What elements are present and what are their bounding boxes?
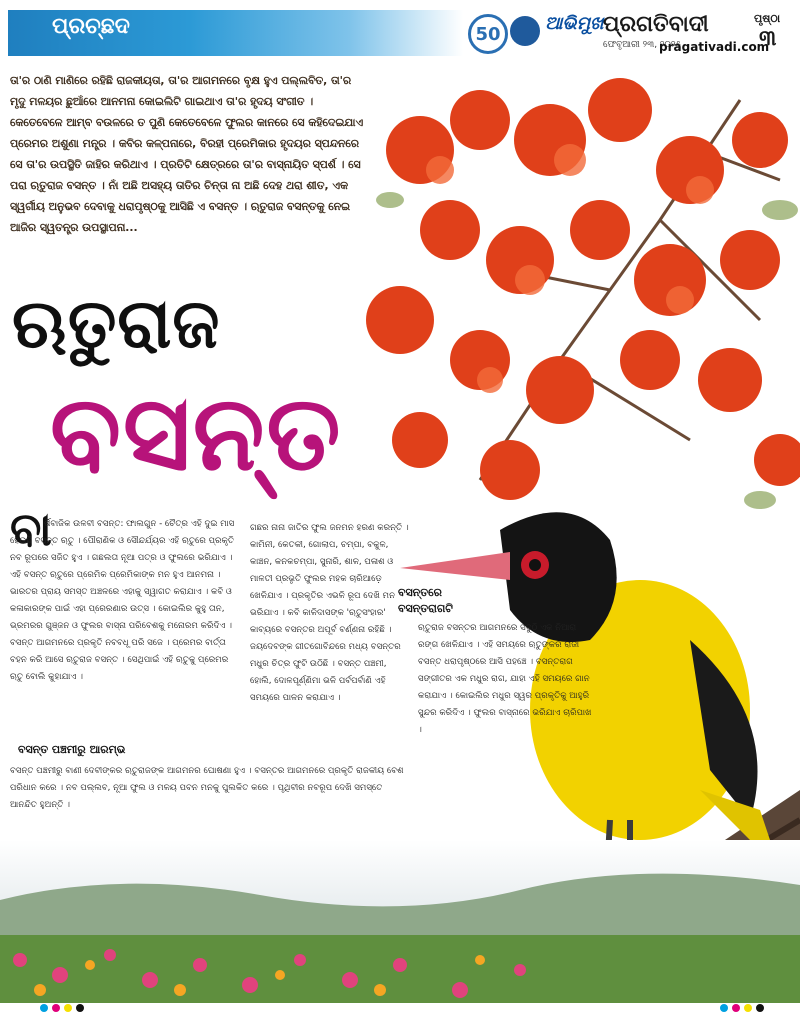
- headline-line-2: ବସନ୍ତ: [50, 372, 343, 494]
- intro-paragraph: ତା'ର ଠାଣି ମାଣିରେ ରହିଛି ରାଜକୀୟତା, ତା'ର ଆଗମନରେ ବୃକ୍ଷ ହୁଏ ପଲ୍ଲବିତ, ତା'ର ମୃଦୁ ମଳୟର ଛୁଆଁରେ ଆନମନା କୋଇଲିଟି ଗାଇଥାଏ ତା'ର ହୃଦୟ ସଂଗୀତ । କେତେବେଳେ ଆମ୍ବ ବଉଳରେ ତ ପୁଣି କେତେବେଳେ ଫୁଲର କାନରେ ସେ କହିଦେଇଯାଏ ପ୍ରେମର ଅଶୁଣା ମନ୍ତ୍ର । କବିର କଳ୍ପନାରେ, ବିରହୀ ପ୍ରେମିକାର ହୃଦୟର ସ୍ପନ୍ଦନରେ ସେ ତା'ର ଉପସ୍ଥିତି ଜାହିର କରିଥାଏ । ପ୍ରତିଟି କ୍ଷେତ୍ରରେ ତା'ର ବାସ୍ନାୟିତ ସ୍ପର୍ଶ । ସେ ପରା ଋତୁରାଜ ବସନ୍ତ । ନାଁ ଅଛି ଅସହ୍ୟ ତାତିର ଚିନ୍ତା ନା ଅଛି ଦେହ ଥରା ଶୀତ, ଏକ ସ୍ୱର୍ଗୀୟ ଅନୁଭବ ଦେବାକୁ ଧରାପୃଷ୍ଠକୁ ଆସିଛି ଏ ବସନ୍ତ । ଋତୁରାଜ ବସନ୍ତକୁ ନେଇ ଆଜିର ସ୍ୱତନ୍ତ୍ର ଉପସ୍ଥାପନା...: [10, 74, 364, 234]
- masthead-url: pragativadi.com: [659, 40, 770, 54]
- registration-mark-black: [76, 1004, 84, 1012]
- subheading-basanta-panchami: ବସନ୍ତ ପଞ୍ଚମୀରୁ ଆରମ୍ଭ: [18, 743, 126, 756]
- drop-cap: ବା: [10, 502, 52, 556]
- registration-mark-yellow: [744, 1004, 752, 1012]
- headline-line-1: ଋତୁରାଜ: [12, 285, 221, 364]
- article-column-1: ର୍ଷିବାଜିକ ଉଳବୀ ବସନ୍ତ: ଫାଲଗୁନ - ଚୈତ୍ର ଏହି ଦୁଇ ମାସ ହେଉଛି ବସନ୍ତ ଋତୁ । ପୌରାଣିକ ଓ ସୌନ୍ଦର୍ଯ୍ୟର ଏହି ଋତୁରେ ପ୍ରକୃତି ନବ ରୂପରେ ସଜିତ ହୁଏ । ଗଛଲତା ନୂଆ ପତ୍ର ଓ ଫୁଲରେ ଭରିଯାଏ । ଏହି ବସନ୍ତ ଋତୁରେ ପ୍ରେମିକ ପ୍ରେମିକାଙ୍କ ମନ ହୁଏ ଆନମନା । ଭାରତର ପ୍ରାୟ ସମସ୍ତ ଅଞ୍ଚଳରେ ଏହାକୁ ସ୍ୱାଗତ କରାଯାଏ । କବି ଓ କଳାକାରଙ୍କ ପାଇଁ ଏହା ପ୍ରେରଣାର ଉତ୍ସ । କୋଇଲିର କୁହୁ ତାନ, ଭ୍ରମରର ଗୁଞ୍ଜନ ଓ ଫୁଲର ବାସ୍ନା ପରିବେଶକୁ ମନୋରମ କରିଦିଏ । ବସନ୍ତ ଆଗମନରେ ପ୍ରକୃତି ନବବଧୂ ପରି ସଜେ । ପ୍ରେମର ବାର୍ତ୍ତା ବହନ କରି ଆସେ ଋତୁରାଜ ବସନ୍ତ । ସେଥିପାଇଁ ଏହି ଋତୁକୁ ପ୍ରେମର ଋତୁ ବୋଲି କୁହାଯାଏ ।: [10, 519, 235, 682]
- subheading-line-2: ବସନ୍ତରାଗଟି: [398, 602, 453, 615]
- page-label: ପୃଷ୍ଠା: [754, 12, 781, 25]
- flower-meadow-illustration: [0, 840, 800, 1005]
- article-column-3: ଋତୁରାଜ ବସନ୍ତର ଆଗମନରେ ସବୁଠି ଏକ ନିଆରା ରଙ୍ଗ ଖେଳିଯାଏ । ଏହି ସମୟରେ ଋତୁଙ୍କର ରାଜା ବସନ୍ତ ଧରାପୃଷ୍ଠରେ ଆସି ପହଞ୍ଚେ । ବସନ୍ତରାଗ ସଙ୍ଗୀତର ଏକ ମଧୁର ରାଗ, ଯାହା ଏହି ସମୟରେ ଗାନ କରାଯାଏ । କୋଇଲିର ମଧୁର ସ୍ୱର ପ୍ରକୃତିକୁ ଆହୁରି ସୁନ୍ଦର କରିଦିଏ । ଫୁଲର ବାସ୍ନାରେ ଭରିଯାଏ ଚାରିପାଖ ।: [418, 623, 592, 735]
- registration-mark-magenta: [732, 1004, 740, 1012]
- registration-mark-cyan: [40, 1004, 48, 1012]
- section-label: ପ୍ରଚ୍ଛଦ: [52, 14, 130, 39]
- print-footer-bar: [0, 1003, 800, 1016]
- masthead-subtitle: ଆଭିମୁଖ: [545, 13, 604, 34]
- subheading-line-1: ବସନ୍ତରେ: [398, 586, 442, 599]
- registration-mark-magenta: [52, 1004, 60, 1012]
- page-number: ୩: [759, 26, 777, 51]
- palash-flowers-illustration: [360, 60, 800, 530]
- article-bottom-paragraph: ବସନ୍ତ ପଞ୍ଚମୀରୁ ବାଣୀ ଦେବୀଙ୍କର ଋତୁରାଜଙ୍କ ଆଗମନର ଘୋଷଣା ହୁଏ । ବସନ୍ତର ଆଗମନରେ ପ୍ରକୃତି ରାଜକୀୟ ବେଶ ପରିଧାନ କରେ । ନବ ପଲ୍ଲବ, ନୂଆ ଫୁଲ ଓ ମଳୟ ପବନ ମନକୁ ପୁଲକିତ କରେ । ପୃଥିବୀର ନବରୂପ ଦେଖି ସମସ୍ତେ ଆନନ୍ଦିତ ହୁଅନ୍ତି ।: [10, 766, 404, 810]
- seal-logo-icon: [510, 16, 540, 46]
- masthead-name: ପ୍ରଗତିବାଦୀ: [603, 12, 709, 37]
- article-column-2: ଗଛର ନାନା ଜାତିର ଫୁଲ ଜନମନ ହରଣ କରନ୍ତି । କାମିନୀ, କେତକୀ, ଗୋଲାପ, ଚମ୍ପା, ବକୁଳ, କାଞ୍ଚନ, କନକଚମ୍ପା, ସୁନାରି, ଶାଳ, ପଳାଶ ଓ ମାଳତୀ ପ୍ରଭୃତି ଫୁଲର ମହକ ଚାରିଆଡ଼େ ଖେଳିଯାଏ । ପ୍ରକୃତିର ଏଭଳି ରୂପ ଦେଖି ମନ ଭରିଯାଏ । କବି କାଳିଦାସଙ୍କ 'ଋତୁସଂହାର' କାବ୍ୟରେ ବସନ୍ତର ଅପୂର୍ବ ବର୍ଣ୍ଣନା ରହିଛି । ଜୟଦେବଙ୍କ ଗୀତଗୋବିନ୍ଦରେ ମଧ୍ୟ ବସନ୍ତର ମଧୁର ଚିତ୍ର ଫୁଟି ଉଠିଛି । ବସନ୍ତ ପଞ୍ଚମୀ, ହୋଲି, ଦୋଳପୂର୍ଣ୍ଣିମା ଭଳି ପର୍ବପର୍ବାଣି ଏହି ସମୟରେ ପାଳନ କରାଯାଏ ।: [250, 523, 409, 703]
- subheading-basanta-raga: [398, 585, 453, 617]
- registration-mark-black: [756, 1004, 764, 1012]
- anniversary-logo: 50: [468, 14, 508, 54]
- registration-mark-yellow: [64, 1004, 72, 1012]
- masthead-date: ଫେବୃଆରୀ ୨୩, ୨୦୨୫: [603, 40, 682, 50]
- registration-mark-cyan: [720, 1004, 728, 1012]
